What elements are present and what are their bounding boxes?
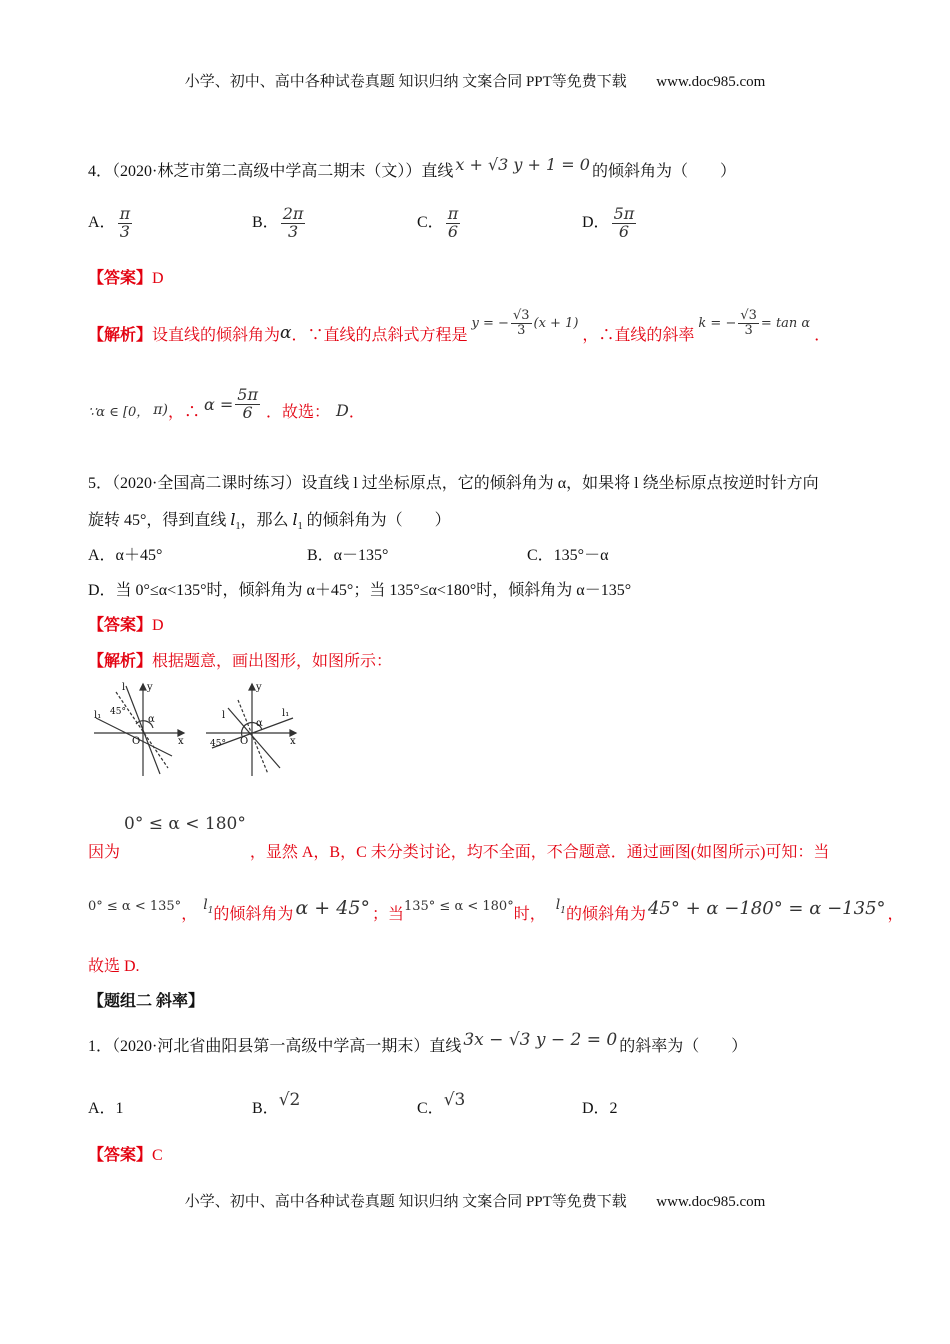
right-label-alpha: α [256, 718, 263, 729]
q4-analysis-text3: ，∴直线的斜率 [582, 326, 695, 344]
g2q1-option-d: D．2 [582, 1100, 618, 1117]
q4-eq-num: √3 [512, 307, 530, 323]
q5-p1-text: ，显然 A，B，C 未分类讨论，均不全面，不合题意．通过画图(如图所示)可知：当 [249, 844, 830, 861]
left-label-x: x [178, 736, 184, 747]
q4-alpha-eq-lhs: α = [203, 394, 234, 414]
page-footer [0, 1190, 950, 1211]
q5-p2-l1-first [203, 897, 213, 916]
header-url: www.doc985.com [656, 74, 766, 90]
q5-p2-text2: 的倾斜角为 [565, 905, 646, 923]
q5-figure-right-labels [210, 682, 296, 749]
q4-option-a-den: 3 [119, 221, 130, 241]
left-label-l: l [122, 682, 126, 693]
q5-figure-left-labels [94, 682, 184, 747]
q4-option-c [417, 206, 462, 241]
q5-analysis-line1 [88, 648, 392, 671]
q4-option-b-label: B． [252, 213, 279, 231]
group2-title: 【题组二 斜率】 [88, 993, 205, 1010]
q5-option-c: C．135°－α [527, 547, 609, 564]
q5-option-b: B．α－135° [307, 547, 389, 564]
q4-answer [88, 265, 164, 288]
g2q1-number: 1． [88, 1038, 113, 1055]
q4-option-b-num: 2π [282, 204, 304, 223]
q4-stem [88, 155, 736, 181]
q4-period: ． [814, 326, 831, 344]
q5-l1b-sub: 1 [297, 521, 303, 533]
q5-p2-end: ， [887, 905, 904, 923]
q5-p2-l1a-sub: 1 [207, 905, 214, 916]
q4-option-c-num: π [447, 204, 459, 223]
q4-option-a-num: π [119, 204, 131, 223]
q4-option-c-label: C． [417, 213, 444, 231]
q4-option-c-den: 6 [447, 221, 459, 241]
g2q1-answer-value: C [152, 1147, 163, 1164]
q4-alpha-eq-den: 6 [242, 402, 253, 422]
q4-eq-tail: (x + 1) [533, 315, 579, 331]
g2q1-option-c-value: √3 [443, 1090, 466, 1110]
left-label-alpha: α [148, 714, 155, 725]
q4-range-a: ∵α ∈ [0， [88, 404, 150, 420]
q5-analysis-para1 [88, 812, 829, 862]
left-label-l1: l₁ [94, 710, 102, 721]
q4-analysis-text1: 设直线的倾斜角为 [152, 326, 281, 344]
q5-text1: （2020·全国高二课时练习）设直线 l 过坐标原点，它的倾斜角为 α，如果将 l 绕坐标原点按逆时针方向 [112, 475, 819, 492]
q5-analysis-tag: 【解析】 [88, 653, 153, 670]
q5-l1a: l [230, 510, 236, 529]
left-dashed [116, 692, 168, 768]
page-header [0, 70, 950, 91]
q4-option-b [252, 206, 307, 241]
q4-number: 4． [88, 163, 113, 180]
q4-eq-y: y = − [471, 315, 509, 331]
q5-p2-expr1: α + 45° [295, 897, 370, 919]
q4-option-b-den: 3 [287, 221, 299, 241]
q5-stem-line2 [88, 507, 451, 532]
q4-alpha: α [280, 323, 292, 343]
q4-eq-k-num: √3 [740, 307, 757, 323]
g2q1-option-c [417, 1090, 466, 1118]
left-y-arrow [140, 684, 146, 690]
footer-url: www.doc985.com [656, 1194, 766, 1210]
q4-choose: ．故选： [265, 403, 330, 421]
q5-p1-range: 0° ≤ α < 180° [124, 814, 246, 834]
q4-option-d [582, 206, 638, 241]
q5-option-a: A．α＋45° [88, 547, 163, 564]
q5-analysis-text: 根据题意，画出图形，如图所示： [152, 653, 393, 670]
q5-number: 5． [88, 475, 113, 492]
g2q1-option-b-value: √2 [278, 1090, 301, 1110]
q5-answer-tag: 【答案】 [88, 617, 153, 634]
right-label-45: 45° [210, 739, 226, 749]
q4-range-b: π) [153, 402, 168, 418]
q5-p2-l1b-sub: 1 [560, 905, 566, 916]
q5-text2c: 的倾斜角为（ ） [302, 512, 451, 529]
q4-eq-k-tail: = tan α [760, 315, 811, 331]
g2q1-option-a: A．1 [88, 1100, 124, 1117]
right-label-x: x [290, 736, 296, 747]
q5-p2-range1: 0° ≤ α < 135° [88, 898, 182, 914]
q5-figure-left [94, 684, 184, 776]
q4-therefore: ，∴ [167, 403, 200, 421]
q4-option-a-label: A． [88, 213, 116, 231]
q5-figure-right [206, 684, 296, 776]
q4-alpha-eq-num: 5π [237, 384, 258, 404]
g2q1-stem [88, 1030, 748, 1056]
q4-suffix: 的倾斜角为（ ） [591, 163, 736, 180]
q5-l1b: l [292, 510, 298, 529]
q5-p2-comma: ， [181, 905, 198, 923]
q4-option-d-num: 5π [613, 204, 635, 223]
left-label-o: O [132, 736, 141, 747]
g2q1-option-b-label: B． [252, 1100, 279, 1117]
q5-answer [88, 612, 164, 635]
q4-equation: x + √3 y + 1 = 0 [455, 155, 590, 174]
q5-l1a-sub: 1 [235, 521, 241, 533]
left-label-y: y [147, 682, 153, 693]
right-label-l1: l₁ [282, 708, 290, 719]
right-label-l: l [222, 710, 226, 721]
q5-p1-because: 因为 [88, 844, 121, 861]
q5-p2-expr2: 45° + α −180° = α −135° [647, 897, 886, 919]
q5-analysis-para2 [88, 892, 904, 932]
right-label-o: O [240, 736, 249, 747]
q4-end: ． [348, 403, 365, 421]
q4-eq-den: 3 [517, 322, 526, 338]
g2q1-option-c-label: C． [417, 1100, 444, 1117]
q4-answer-tag: 【答案】 [88, 270, 153, 287]
q4-analysis-tag: 【解析】 [88, 326, 153, 344]
q5-p2-range2: 135° ≤ α < 180° [403, 898, 514, 914]
q4-alpha-eq [203, 384, 262, 422]
q5-answer-value: D [152, 617, 164, 634]
q4-option-d-label: D． [582, 213, 610, 231]
q4-option-d-den: 6 [618, 221, 629, 241]
q5-p2-l1a: l [203, 896, 208, 913]
q4-choice-d: D [335, 400, 349, 420]
g2q1-source: （2020·河北省曲阳县第一高级中学高一期末）直线 [112, 1038, 462, 1055]
right-y-arrow [249, 684, 255, 690]
q5-p2-when: ；当 [371, 905, 404, 923]
footer-text: 小学、初中、高中各种试卷真题 知识归纳 文案合同 PPT等免费下载 [184, 1194, 627, 1210]
q4-eq-k-den: 3 [744, 322, 753, 338]
q5-figure [88, 678, 308, 778]
g2q1-option-b [252, 1090, 301, 1118]
q5-p2-l1b: l [555, 896, 561, 913]
q5-p2-l1-second [556, 897, 566, 916]
left-label-45: 45° [110, 707, 126, 717]
q5-option-d: D．当 0°≤α<135°时，倾斜角为 α＋45°；当 135°≤α<180°时，倾斜角为 α－135° [88, 582, 632, 599]
q4-analysis-line2 [88, 385, 365, 435]
right-label-y: y [256, 682, 262, 693]
q5-analysis-para3: 故选 D. [88, 958, 140, 975]
header-text: 小学、初中、高中各种试卷真题 知识归纳 文案合同 PPT等免费下载 [184, 74, 627, 90]
g2q1-suffix: 的斜率为（ ） [619, 1038, 748, 1055]
q4-source: （2020·林芝市第二高级中学高二期末（文））直线 [112, 163, 454, 180]
q5-text2b: ，那么 [240, 512, 293, 529]
g2q1-equation: 3x − √3 y − 2 = 0 [463, 1030, 618, 1050]
q4-point-slope-eq [472, 309, 579, 337]
q4-option-a [88, 206, 134, 241]
q4-analysis-text2: ．∵直线的点斜式方程是 [291, 326, 468, 344]
q5-p2-text1: 的倾斜角为 [213, 905, 294, 923]
q4-eq-k: k = − [698, 315, 737, 331]
q4-answer-value: D [152, 270, 164, 287]
q4-slope-eq [698, 309, 810, 337]
q5-p2-time: 时， [513, 905, 546, 923]
g2q1-answer [88, 1142, 163, 1165]
g2q1-answer-tag: 【答案】 [88, 1147, 153, 1164]
q5-stem-line1 [88, 470, 819, 493]
q4-analysis-line1 [88, 308, 830, 358]
q5-text2a: 旋转 45°，得到直线 [88, 512, 231, 529]
